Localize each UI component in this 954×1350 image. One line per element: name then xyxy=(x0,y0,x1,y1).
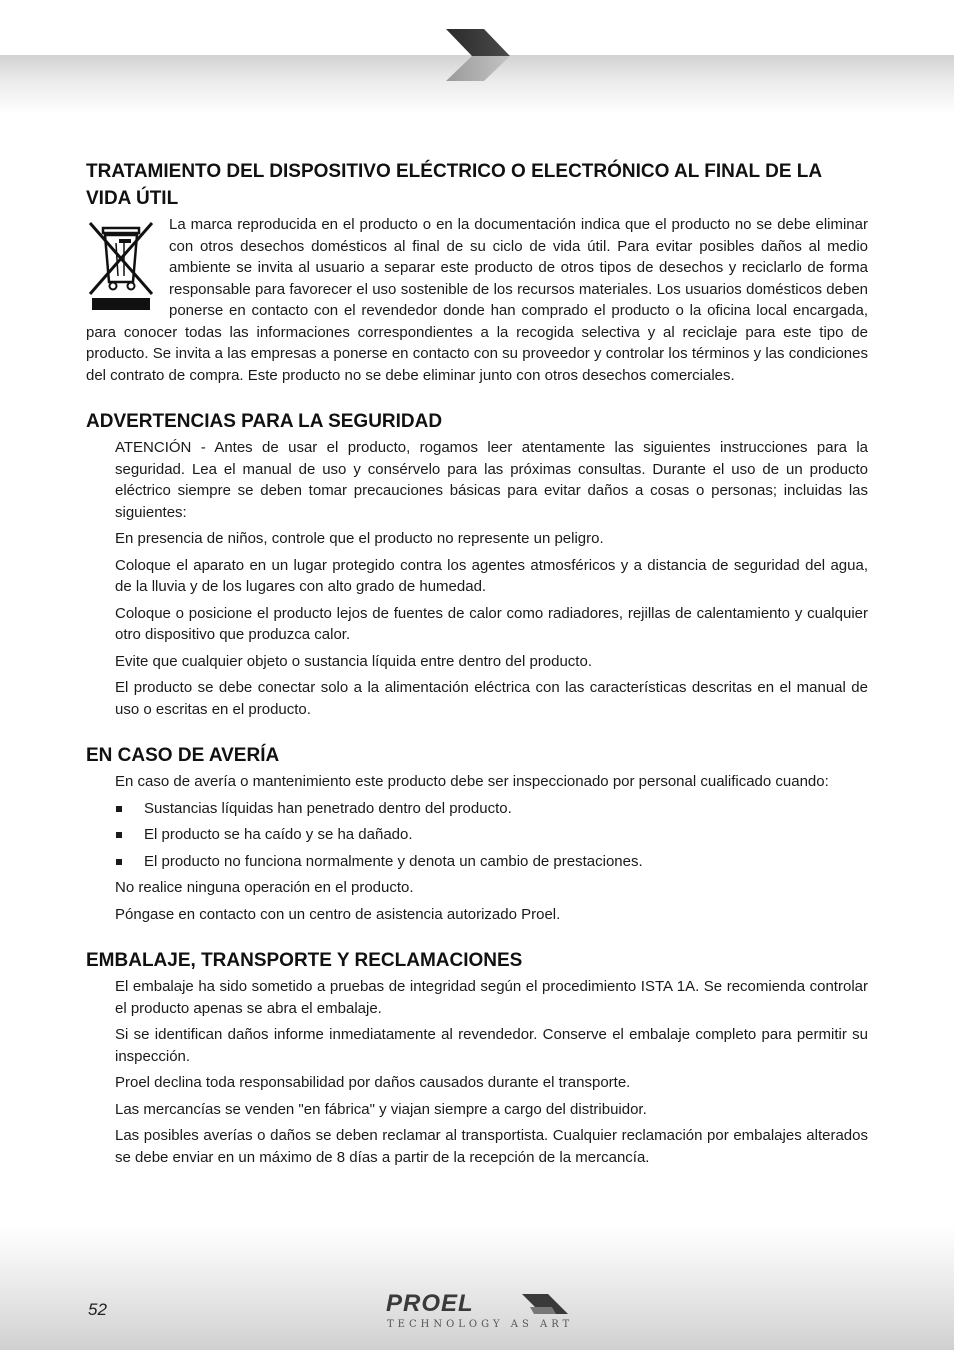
list-item xyxy=(115,824,868,846)
packaging-paragraph: Proel declina toda responsabilidad por daños causados durante el transporte. xyxy=(115,1074,631,1091)
logo-tagline: TECHNOLOGY AS ART xyxy=(387,1319,574,1330)
section-weee xyxy=(86,158,868,386)
section-title-weee: TRATAMIENTO DEL DISPOSITIVO ELÉCTRICO O ELECTRÓNICO AL FINAL DE LA VIDA ÚTIL xyxy=(86,161,822,209)
section-safety xyxy=(86,408,868,720)
packaging-paragraph: Las mercancías se venden "en fábrica" y viajan siempre a cargo del distribuidor. xyxy=(115,1100,647,1118)
weee-paragraph: La marca reproducida en el producto o en la documentación indica que el producto no se debe eliminar con otros desechos domésticos al final de su ciclo de vida útil. Para evitar posibles daños al medio ambiente se invita al usuario a separar este producto de otros tipos de desechos y reciclarlo de forma responsable para favorecer el uso sostenible de los recursos materiales. Los usuarios domésticos deben ponerse en contacto con el revendedor donde han comprado el producto o la oficina local encargada, para conocer todas las informaciones correspondientes a la recogida selectiva y al reciclaje para este tipo de producto. Se invita a las empresas a ponerse en contacto con su proveedor y controlar los términos y las condiciones del contrato de compra. Este producto no se debe eliminar junto con otros desechos comerciales. xyxy=(86,216,868,384)
safety-paragraph: El producto se debe conectar solo a la alimentación eléctrica con las características descritas en el manual de uso o escritas en el producto. xyxy=(115,679,868,718)
logo-wordmark: PROEL xyxy=(386,1290,474,1317)
section-title-safety: ADVERTENCIAS PARA LA SEGURIDAD xyxy=(86,411,443,432)
proel-logo xyxy=(386,1290,576,1335)
bullet-square-icon xyxy=(116,832,122,838)
safety-paragraph: En presencia de niños, controle que el producto no represente un peligro. xyxy=(115,530,604,547)
safety-paragraph: Coloque o posicione el producto lejos de fuentes de calor como radiadores, rejillas de calentamiento y cualquier otro dispositivo que produzca calor. xyxy=(115,604,868,643)
section-fault xyxy=(86,742,868,925)
bullet-text: El producto se ha caído y se ha dañado. xyxy=(144,826,413,843)
bullet-square-icon xyxy=(116,806,122,812)
list-item xyxy=(115,851,868,873)
bullet-text: Sustancias líquidas han penetrado dentro del producto. xyxy=(144,799,512,817)
section-title-packaging: EMBALAJE, TRANSPORTE Y RECLAMACIONES xyxy=(86,950,523,971)
list-item xyxy=(115,798,868,820)
packaging-paragraph: Si se identifican daños informe inmediatamente al revendedor. Conserve el embalaje completo para permitir su inspección. xyxy=(115,1026,868,1065)
logo-arrow-icon xyxy=(522,1294,570,1316)
fault-paragraph: No realice ninguna operación en el producto. xyxy=(115,879,414,896)
packaging-paragraph: Las posibles averías o daños se deben reclamar al transportista. Cualquier reclamación por embalajes alterados se debe enviar en un máximo de 8 días a partir de la recepción de la mercancía. xyxy=(115,1127,868,1166)
document-body xyxy=(86,158,868,1173)
fault-intro: En caso de avería o mantenimiento este producto debe ser inspeccionado por personal cualificado cuando: xyxy=(115,773,829,790)
safety-paragraph: Evite que cualquier objeto o sustancia líquida entre dentro del producto. xyxy=(115,652,592,670)
crossed-out-wheelie-bin-icon xyxy=(86,218,156,313)
safety-paragraph: ATENCIÓN - Antes de usar el producto, rogamos leer atentamente las siguientes instrucciones para la seguridad. Lea el manual de uso y consérvelo para las próximas consultas. Durante el uso de un producto eléctrico siempre se deben tomar precauciones básicas para evitar daños a cosas o personas; incluidas las siguientes: xyxy=(115,439,868,521)
section-packaging xyxy=(86,947,868,1168)
fault-bullet-list xyxy=(115,798,868,873)
packaging-paragraph: El embalaje ha sido sometido a pruebas de integridad según el procedimiento ISTA 1A. Se recomienda controlar el producto apenas se abra el embalaje. xyxy=(115,978,868,1017)
fault-paragraph: Póngase en contacto con un centro de asistencia autorizado Proel. xyxy=(115,905,561,923)
page-number: 52 xyxy=(88,1300,107,1319)
safety-paragraph: Coloque el aparato en un lugar protegido contra los agentes atmosféricos y a distancia de seguridad del agua, de la lluvia y de los lugares con alto grado de humedad. xyxy=(115,556,868,595)
bullet-square-icon xyxy=(116,859,122,865)
section-title-fault: EN CASO DE AVERÍA xyxy=(86,745,280,766)
chevron-arrow-icon xyxy=(444,29,512,83)
bullet-text: El producto no funciona normalmente y denota un cambio de prestaciones. xyxy=(144,852,643,870)
